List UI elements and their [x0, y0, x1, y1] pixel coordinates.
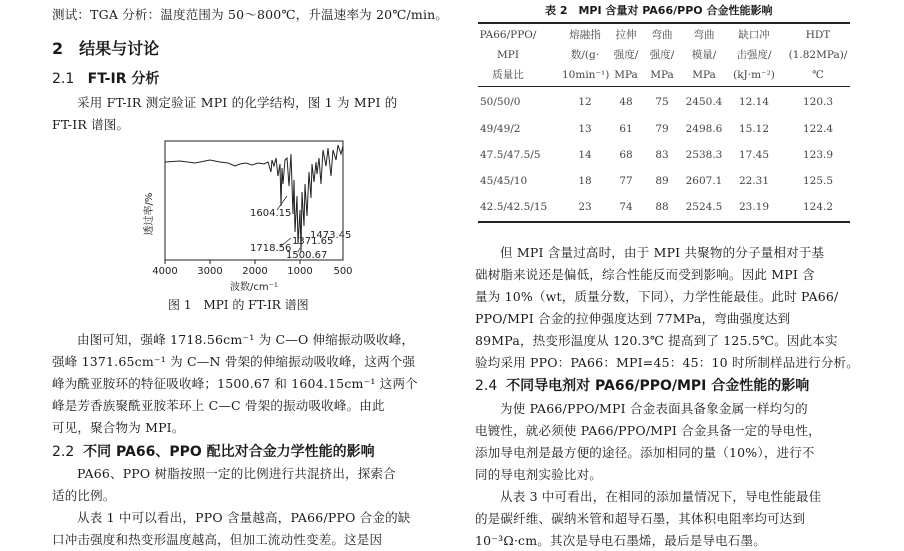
- table-header-cell: HDT: [805, 29, 831, 41]
- table-header-cell: 拉伸: [615, 29, 637, 41]
- section-number: 2.2: [52, 444, 75, 460]
- table-header-cell: 质量比: [492, 69, 524, 81]
- paragraph-line: 但 MPI 含量过高时，由于 MPI 共聚物的分子量相对于基: [500, 245, 825, 260]
- x-tick-label: 3000: [197, 266, 223, 277]
- paragraph-line: FT-IR 谱图。: [52, 117, 130, 132]
- table-cell: 83: [655, 149, 669, 161]
- table-cell: 120.3: [802, 96, 834, 108]
- table-caption: 表 2 MPI 含量对 PA66/PPO 合金性能影响: [545, 4, 773, 17]
- table-cell: 125.5: [802, 175, 834, 187]
- table-header-cell: 强度/: [613, 49, 639, 61]
- paragraph-line: 础树脂来说还是偏低，综合性能反而受到影响。因此 MPI 含: [475, 267, 815, 282]
- table-cell: 12: [578, 96, 592, 108]
- table-cell: 2538.3: [685, 149, 723, 161]
- annotation-1371: 1371.65: [292, 236, 334, 247]
- test-method-line: 测试：TGA 分析：温度范围为 50～800℃，升温速率为 20℃/min。: [52, 7, 449, 22]
- figure-caption: 图 1 MPI 的 FT-IR 谱图: [168, 298, 309, 312]
- table-header-cell: ℃: [812, 69, 824, 81]
- section-number: 2.4: [475, 378, 498, 394]
- table-header-cell: (kJ·m⁻²): [733, 69, 775, 81]
- table-cell: 42.5/42.5/15: [480, 201, 548, 213]
- table-cell: 123.9: [802, 149, 834, 161]
- figure-xlabel: 波数/cm⁻¹: [230, 282, 278, 293]
- paragraph-line: 添加导电剂是最方便的途径。添加相同的量（10%），进行不: [475, 445, 815, 460]
- annotation-1500: 1500.67: [286, 250, 328, 261]
- table-cell: 23.19: [738, 201, 770, 213]
- section-2-1-heading: [52, 68, 159, 90]
- table-header-cell: 10min⁻¹): [562, 69, 610, 81]
- table-header-cell: MPI: [497, 49, 519, 61]
- paragraph-line: 从表 3 中可看出，在相同的添加量情况下，导电性能最佳: [500, 489, 822, 504]
- paragraph-line: 口冲击强度和热变形温度越高，但加工流动性变差。这是因: [52, 532, 383, 547]
- x-tick-label: 1000: [287, 266, 313, 277]
- section-title: 不同导电剂对 PA66/PPO/MPI 合金性能的影响: [506, 378, 810, 394]
- section-2-4-heading: [475, 375, 809, 397]
- annotation-1473: 1473.45: [310, 230, 352, 241]
- table-cell: 124.2: [802, 201, 834, 213]
- x-tick-label: 500: [333, 266, 353, 277]
- section-2-heading: 2 结果与讨论: [52, 39, 160, 58]
- table-cell: 2607.1: [685, 175, 723, 187]
- table-cell: 23: [578, 201, 592, 213]
- table-header-cell: 缺口冲: [738, 29, 770, 41]
- table-cell: 2450.4: [685, 96, 723, 108]
- paragraph-line: 从表 1 中可以看出，PPO 含量越高，PA66/PPO 合金的缺: [77, 510, 411, 525]
- table-cell: 45/45/10: [480, 175, 528, 187]
- section-2-2-heading: [52, 441, 375, 463]
- paragraph-line: 同的导电剂实验比对。: [475, 467, 603, 482]
- table-cell: 79: [655, 123, 669, 135]
- table-header-cell: (1.82MPa)/: [788, 49, 848, 61]
- table-header-cell: MPa: [692, 69, 716, 81]
- paragraph-line: PA66、PPO 树脂按照一定的比例进行共混挤出，探索合: [77, 466, 396, 481]
- x-tick-label: 2000: [242, 266, 268, 277]
- paragraph-line: 的是碳纤维、碳纳米管和超导石墨，其体积电阻率均可达到: [475, 511, 806, 526]
- section-number: 2.1: [52, 71, 75, 87]
- table-cell: 47.5/47.5/5: [480, 149, 541, 161]
- table-cell: 18: [578, 175, 592, 187]
- figure-ylabel: 透过率/%: [144, 192, 155, 236]
- paragraph-line: 由图可知，强峰 1718.56cm⁻¹ 为 C—O 伸缩振动吸收峰，: [77, 332, 415, 347]
- table-header-rule: [478, 86, 850, 87]
- table-header-cell: MPa: [650, 69, 674, 81]
- section-title: 不同 PA66、PPO 配比对合金力学性能的影响: [83, 444, 375, 460]
- table-cell: 49/49/2: [480, 123, 521, 135]
- paragraph-line: 适的比例。: [52, 488, 116, 503]
- paragraph-line: 10⁻³Ω·cm。其次是导电石墨烯，最后是导电石墨。: [475, 533, 766, 548]
- table-cell: 77: [619, 175, 633, 187]
- paragraph-line: 峰是芳香族聚酰亚胺苯环上 C—C 骨架的振动吸收峰。由此: [52, 398, 385, 413]
- ftir-spectrum-figure: [140, 136, 370, 294]
- table-cell: 2498.6: [685, 123, 723, 135]
- paragraph-line: 量为 10%（wt，质量分数，下同），力学性能最佳。此时 PA66/: [475, 289, 839, 304]
- table-header-cell: PA66/PPO/: [479, 29, 537, 41]
- table-header-cell: MPa: [614, 69, 638, 81]
- table-cell: 68: [619, 149, 633, 161]
- section-title: FT-IR 分析: [87, 71, 160, 87]
- table-cell: 17.45: [738, 149, 770, 161]
- table-cell: 13: [578, 123, 592, 135]
- table-cell: 22.31: [738, 175, 770, 187]
- paragraph-line: 强峰 1371.65cm⁻¹ 为 C—N 骨架的伸缩振动吸收峰，这两个强: [52, 354, 416, 369]
- x-tick-label: 4000: [152, 266, 178, 277]
- table-cell: 88: [655, 201, 669, 213]
- table-cell: 12.14: [738, 96, 770, 108]
- paragraph-line: 采用 FT-IR 测定验证 MPI 的化学结构，图 1 为 MPI 的: [77, 95, 398, 110]
- table-cell: 14: [578, 149, 592, 161]
- table-header-cell: 数/(g·: [570, 49, 600, 61]
- table-cell: 75: [655, 96, 669, 108]
- table-cell: 15.12: [738, 123, 770, 135]
- table-header-cell: 熔融指: [569, 29, 601, 41]
- table-bottom-rule: [478, 221, 850, 223]
- paragraph-line: 验均采用 PPO：PA66：MPI=45：45：10 时所制样品进行分析。: [475, 355, 859, 370]
- paragraph-line: 峰为酰亚胺环的特征吸收峰；1500.67 和 1604.15cm⁻¹ 这两个: [52, 376, 418, 391]
- table-cell: 122.4: [802, 123, 834, 135]
- table-header-cell: 模量/: [691, 49, 717, 61]
- table-header-cell: 强度/: [649, 49, 675, 61]
- table-header-cell: 击强度/: [736, 49, 772, 61]
- table-cell: 61: [619, 123, 633, 135]
- paragraph-line: 为使 PA66/PPO/MPI 合金表面具备象金属一样均匀的: [500, 401, 808, 416]
- annotation-1718: 1718.56: [250, 243, 292, 254]
- annotation-1604: 1604.15: [250, 208, 292, 219]
- table-header-cell: 弯曲: [651, 29, 673, 41]
- table-cell: 50/50/0: [480, 96, 521, 108]
- paragraph-line: 可见，聚合物为 MPI。: [52, 420, 185, 435]
- table-top-rule: [478, 22, 850, 24]
- table-cell: 2524.5: [685, 201, 723, 213]
- table-cell: 89: [655, 175, 669, 187]
- table-header-cell: 弯曲: [693, 29, 715, 41]
- paragraph-line: 电镀性，就必须使 PA66/PPO/MPI 合金具备一定的导电性，: [475, 423, 821, 438]
- table-cell: 48: [619, 96, 633, 108]
- table-cell: 74: [619, 201, 633, 213]
- paragraph-line: PPO/MPI 合金的拉伸强度达到 77MPa，弯曲强度达到: [475, 311, 791, 326]
- paragraph-line: 89MPa，热变形温度从 120.3℃ 提高到了 125.5℃。因此本实: [475, 333, 838, 348]
